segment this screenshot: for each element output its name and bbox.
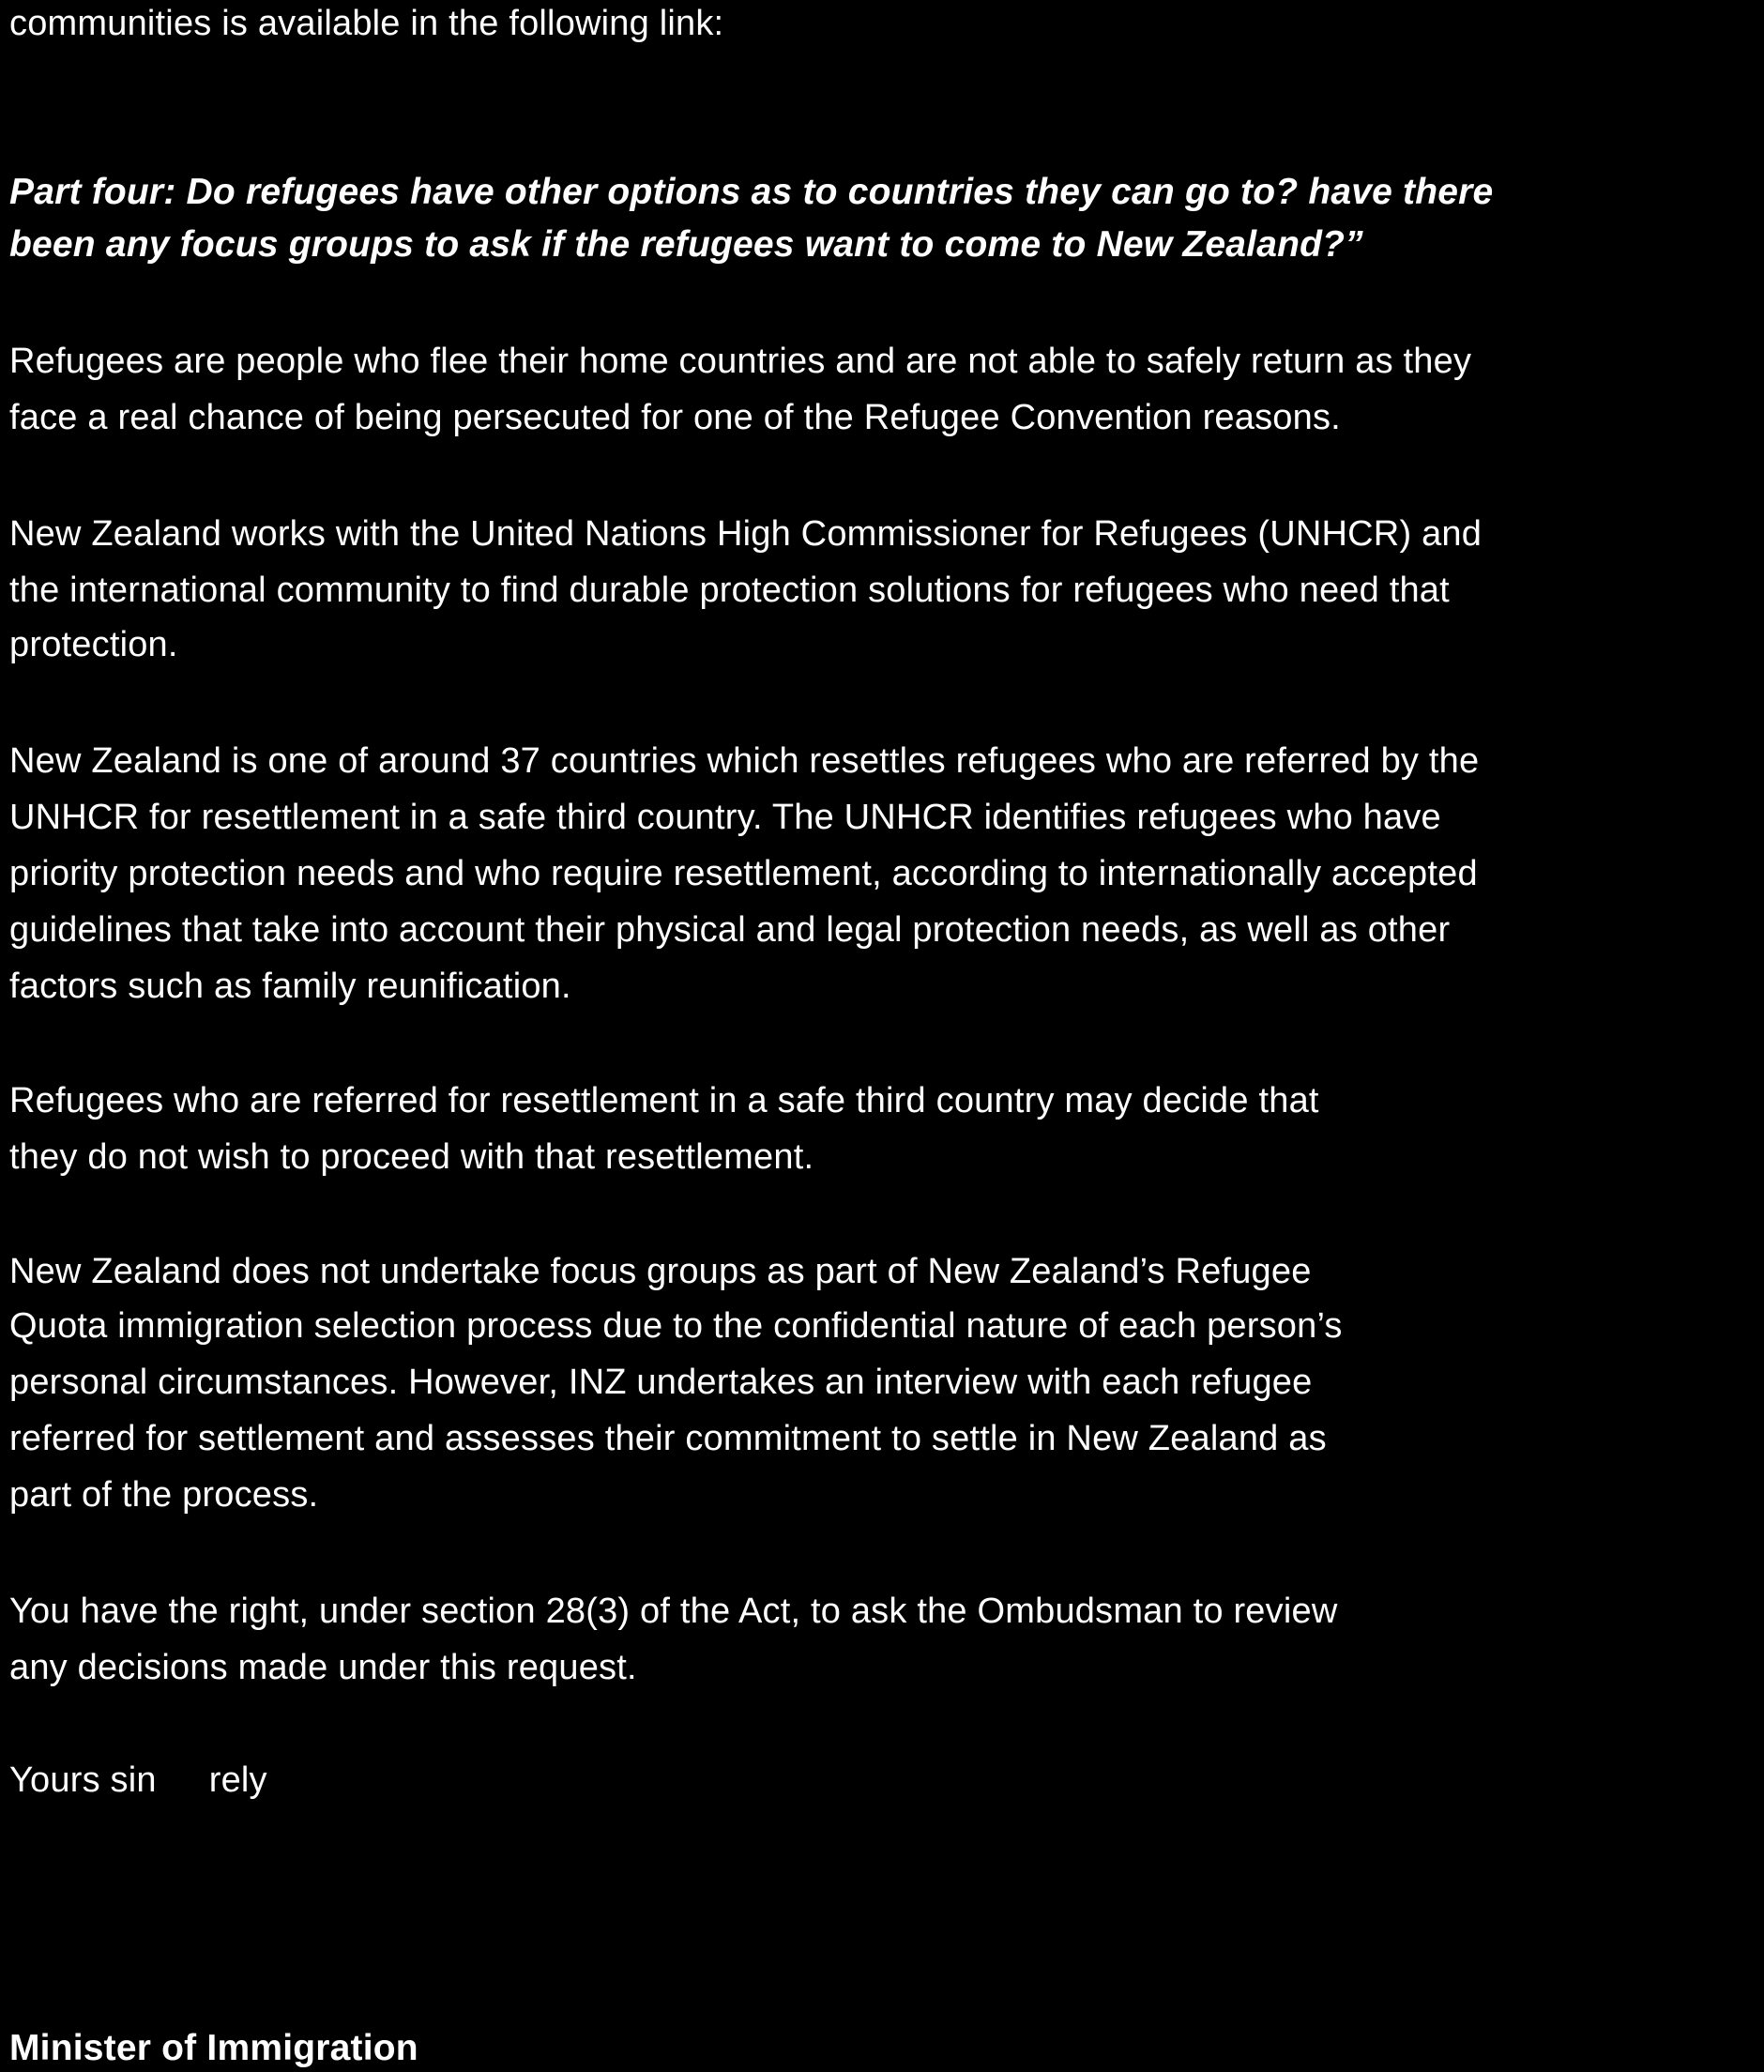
paragraph-5-line-4: referred for settlement and assesses their commitment to settle in New Zealand as	[9, 1419, 1327, 1458]
paragraph-5-line-5: part of the process.	[9, 1475, 319, 1515]
paragraph-3-line-4: guidelines that take into account their physical and legal protection needs, as well as other	[9, 910, 1451, 950]
signatory-title: Minister of Immigration	[9, 2028, 418, 2068]
paragraph-3-line-3: priority protection needs and who require resettlement, according to internationally accepted	[9, 854, 1478, 893]
paragraph-5-line-3: personal circumstances. However, INZ undertakes an interview with each refugee	[9, 1363, 1313, 1402]
question-heading-line-1: Part four: Do refugees have other options as to countries they can go to? have there	[9, 172, 1494, 212]
paragraph-6-line-1: You have the right, under section 28(3) of the Act, to ask the Ombudsman to review	[9, 1592, 1338, 1631]
closing-part-1: Yours sin	[9, 1760, 157, 1800]
paragraph-2-line-1: New Zealand works with the United Nations High Commissioner for Refugees (UNHCR) and	[9, 514, 1483, 554]
question-heading-line-2: been any focus groups to ask if the refugees want to come to New Zealand?”	[9, 224, 1363, 265]
paragraph-5-line-2: Quota immigration selection process due to the confidential nature of each person’s	[9, 1306, 1343, 1346]
paragraph-3-line-2: UNHCR for resettlement in a safe third country. The UNHCR identifies refugees who have	[9, 798, 1441, 837]
paragraph-4-line-1: Refugees who are referred for resettlement in a safe third country may decide that	[9, 1081, 1319, 1120]
paragraph-3-line-1: New Zealand is one of around 37 countries which resettles refugees who are referred by the	[9, 741, 1480, 781]
paragraph-4-line-2: they do not wish to proceed with that resettlement.	[9, 1137, 814, 1177]
paragraph-3-line-5: factors such as family reunification.	[9, 967, 571, 1006]
intro-line: communities is available in the following link:	[9, 4, 724, 43]
paragraph-1-line-2: face a real chance of being persecuted for one of the Refugee Convention reasons.	[9, 398, 1341, 437]
paragraph-2-line-2: the international community to find durable protection solutions for refugees who need that	[9, 571, 1450, 610]
closing-line	[9, 1759, 267, 1802]
closing-part-2: rely	[208, 1760, 267, 1800]
paragraph-6-line-2: any decisions made under this request.	[9, 1648, 637, 1687]
paragraph-2-line-3: protection.	[9, 625, 178, 664]
paragraph-5-line-1: New Zealand does not undertake focus groups as part of New Zealand’s Refugee	[9, 1252, 1312, 1291]
paragraph-1-line-1: Refugees are people who flee their home countries and are not able to safely return as they	[9, 342, 1472, 381]
